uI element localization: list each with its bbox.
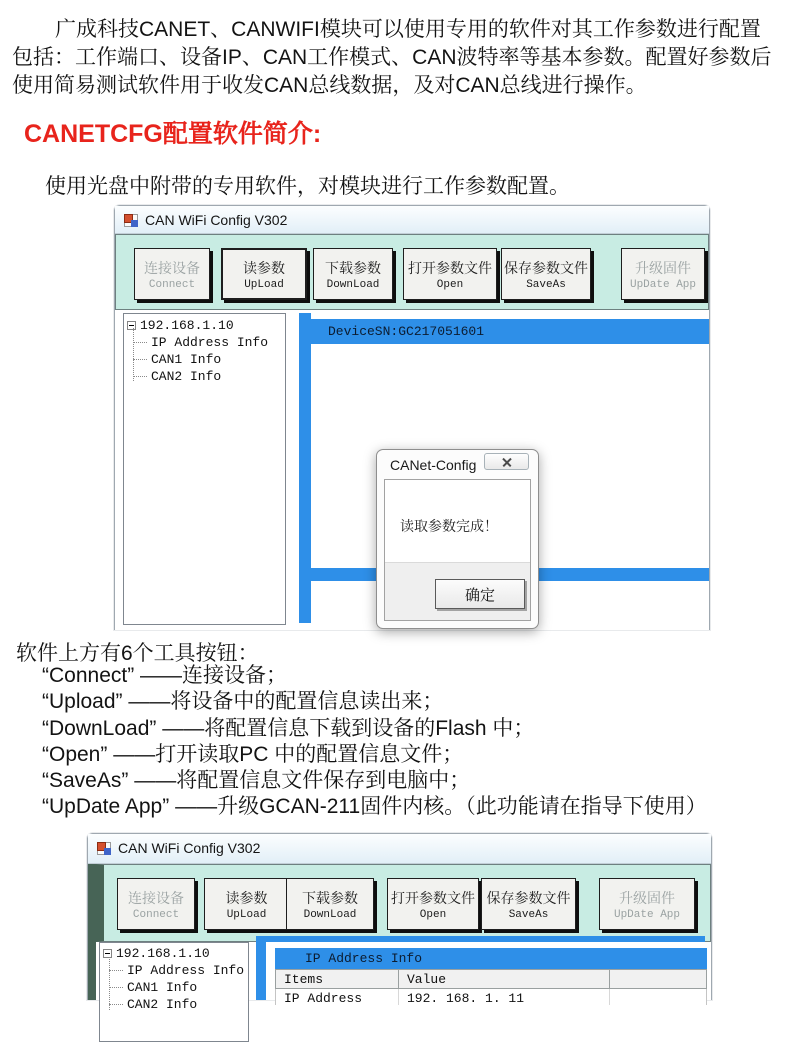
collapse-minus-icon[interactable] [103,949,112,958]
toolbar-description-list [42,663,707,821]
connect-button[interactable] [134,248,210,300]
table-caption: IP Address Info [275,948,707,969]
window-title: CAN WiFi Config V302 [145,212,288,228]
download-button-label-zh: 下载参数 [325,259,381,276]
window-titlebar[interactable] [88,834,711,864]
download-button[interactable] [313,248,393,300]
section-heading: CANETCFG配置软件简介: [24,120,322,148]
toolbar-description-item: “DownLoad” ——将配置信息下载到设备的Flash 中； [42,716,535,740]
download-button-label-en: DownLoad [326,278,380,291]
intro-line: 广成科技CANET、CANWIFI模块可以使用专用的软件对其工作参数进行配置 [55,18,761,41]
parameter-panel [256,936,705,1006]
tree-node-ip-info-label: IP Address Info [127,963,245,978]
collapse-minus-icon[interactable] [127,321,136,330]
column-header-items[interactable]: Items [276,970,399,988]
saveas-button-label-en: SaveAs [508,908,549,921]
tree-node-root-label: 192.168.1.10 [140,318,234,333]
toolbar-description-item: “Open” ——打开读取PC 中的配置信息文件； [42,742,464,766]
download-button-label-zh: 下载参数 [302,889,358,906]
saveas-button[interactable] [501,248,591,300]
close-icon [502,457,511,466]
upload-button-label-en: UpLoad [226,908,267,921]
dialog-footer [385,562,530,620]
table-row[interactable] [275,989,707,1005]
update-app-button[interactable] [599,878,695,930]
open-button-label-en: Open [419,908,447,921]
toolbar-description-item: “Upload” ——将设备中的配置信息读出来； [42,690,444,714]
saveas-button-label-zh: 保存参数文件 [486,889,571,906]
intro-paragraph [12,16,792,100]
connect-button[interactable] [117,878,195,930]
open-button-label-en: Open [436,278,464,291]
config-app-window-2 [87,833,712,1012]
upload-button[interactable] [204,878,289,930]
dialog-body [384,479,531,621]
tree-node-ip-info[interactable] [124,334,285,351]
tree-node-can1-info-label: CAN1 Info [151,352,222,367]
open-button[interactable] [403,248,497,300]
upload-button-label-zh: 读参数 [225,889,268,906]
upload-button[interactable] [221,248,307,300]
tree-node-can2-info-label: CAN2 Info [151,369,222,384]
message-dialog [376,449,539,629]
upload-button-label-en: UpLoad [244,278,284,291]
upload-button-label-zh: 读参数 [243,259,285,276]
toolbar [115,234,709,310]
tree-node-root-label: 192.168.1.10 [116,946,210,961]
dialog-title: CANet-Config [390,457,477,473]
intro-line: 使用简易测试软件用于收发CAN总线数据，及对CAN总线进行操作。 [12,74,647,97]
window-titlebar[interactable] [115,206,709,234]
window-body [88,864,711,1012]
tree-node-root[interactable] [100,945,248,962]
saveas-button-label-zh: 保存参数文件 [504,259,588,276]
tree-node-can2-info[interactable] [124,368,285,385]
tree-node-can1-info[interactable] [124,351,285,368]
update-app-button-label-zh: 升级固件 [635,259,691,276]
tree-node-ip-info[interactable] [100,962,248,979]
intro-line: 包括：工作端口、设备IP、CAN工作模式、CAN波特率等基本参数。配置好参数后 [12,46,772,69]
tree-node-root[interactable] [124,317,285,334]
row-item-name: IP Address [276,989,399,1005]
row-item-extra [610,989,706,1005]
download-button[interactable] [286,878,374,930]
toolbar-description-item: “SaveAs” ——将配置信息文件保存到电脑中； [42,769,471,793]
update-app-button[interactable] [621,248,705,300]
toolbar [96,864,711,942]
column-header-value[interactable]: Value [399,970,610,988]
tree-node-can2-info[interactable] [100,996,248,1013]
window-title: CAN WiFi Config V302 [118,840,261,856]
tree-node-can1-info[interactable] [100,979,248,996]
dialog-message: 读取参数完成！ [400,518,498,534]
tree-node-ip-info-label: IP Address Info [151,335,269,350]
device-sn-row[interactable]: DeviceSN:GC217051601 [311,319,709,344]
device-tree [99,942,249,1042]
connect-button-label-zh: 连接设备 [128,889,184,906]
config-app-window-1 [114,205,710,630]
row-item-value: 192. 168. 1. 11 [399,989,610,1005]
download-button-label-en: DownLoad [303,908,357,921]
open-button-label-zh: 打开参数文件 [391,889,475,906]
sub-intro-text: 使用光盘中附带的专用软件，对模块进行工作参数配置。 [45,175,570,198]
tree-node-can2-info-label: CAN2 Info [127,997,198,1012]
update-app-button-label-en: UpDate App [613,908,680,921]
tree-node-can1-info-label: CAN1 Info [127,980,198,995]
update-app-button-label-en: UpDate App [629,278,696,291]
saveas-button-label-en: SaveAs [526,278,566,291]
toolbar-description-title: 软件上方有6个工具按钮： [16,642,259,665]
open-button-label-zh: 打开参数文件 [408,259,492,276]
ok-button[interactable]: 确定 [435,579,525,609]
toolbar-description-item: “Connect” ——连接设备； [42,664,288,687]
device-tree [123,313,286,625]
connect-button-label-en: Connect [148,278,196,291]
connect-button-label-en: Connect [132,908,180,921]
saveas-button[interactable] [481,878,576,930]
app-window-icon [124,214,138,227]
connect-button-label-zh: 连接设备 [144,259,200,276]
dialog-close-button[interactable] [484,453,529,470]
update-app-button-label-zh: 升级固件 [619,889,675,906]
open-button[interactable] [387,878,479,930]
ip-info-table [275,948,707,1005]
app-window-icon [97,842,111,855]
table-header-row [275,969,707,989]
column-header-blank[interactable] [610,970,706,988]
toolbar-description-item: “UpDate App” ——升级GCAN-211固件内核。（此功能请在指导下使用） [42,795,707,819]
